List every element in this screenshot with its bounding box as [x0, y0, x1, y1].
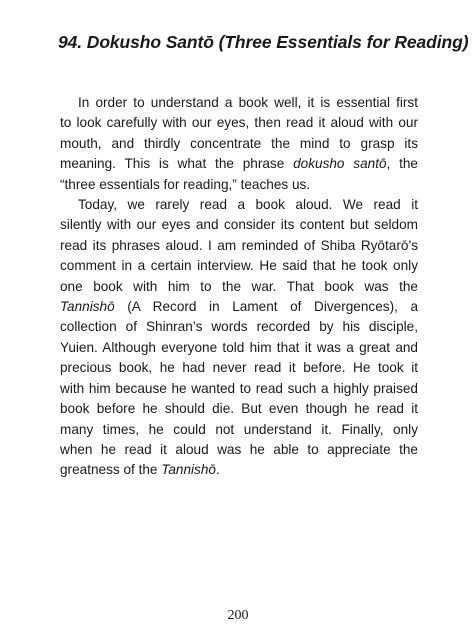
- text-line: collection of Shinran’s words recorded by his disciple,: [60, 319, 418, 335]
- paragraph-2: [60, 195, 418, 481]
- paragraph-1: [60, 93, 418, 195]
- text-line: Today, we rarely read a book aloud. We read it: [78, 197, 418, 213]
- text-line: [60, 297, 418, 317]
- text-line: In order to understand a book well, it is essential first: [78, 95, 418, 110]
- text-line: Yuien. Although everyone told him that it was a great and: [60, 339, 418, 355]
- text-segment: .: [215, 462, 220, 478]
- text-line: [60, 460, 418, 480]
- text-line: “three essentials for reading,” teaches us.: [60, 176, 311, 192]
- text-line: precious book, he had never read it before. He took it: [60, 360, 418, 376]
- italic-term: Tannishō: [60, 299, 115, 315]
- text-line: to look carefully with our eyes, then read it aloud with our: [60, 115, 418, 131]
- page-number: 200: [227, 608, 249, 623]
- text-line: many times, he could not understand it. Finally, only: [60, 421, 418, 437]
- text-line: one book with him to the war. That book was the: [60, 278, 418, 294]
- text-line: read its phrases aloud. I am reminded of Shiba Ryōtarō’s: [60, 237, 418, 253]
- text-segment: meaning. This is what the phrase: [60, 156, 285, 172]
- text-line: silently with our eyes and consider its content but seldom: [60, 217, 418, 233]
- text-line: comment in a certain interview. He said that he took only: [60, 258, 418, 274]
- chapter-heading: [58, 32, 469, 53]
- text-segment: (A Record in Lament of Divergences), a: [114, 299, 418, 315]
- text-line: with him because he wanted to read such a highly praised: [60, 380, 418, 396]
- text-line: book before he should die. But even though he read it: [60, 401, 418, 417]
- text-line: mouth, and thirdly concentrate the mind to grasp its: [60, 135, 418, 151]
- body-text: [60, 93, 418, 481]
- chapter-number: 94.: [58, 32, 83, 52]
- italic-term: dokusho santō: [293, 156, 387, 172]
- text-line: when he read it aloud was he able to appreciate the: [60, 441, 418, 457]
- text-line: [60, 154, 418, 174]
- text-segment: greatness of the: [60, 462, 158, 478]
- chapter-title: Dokusho Santō (Three Essentials for Reading): [86, 32, 469, 52]
- italic-term: Tannishō: [161, 462, 216, 478]
- text-segment: , the: [386, 156, 418, 172]
